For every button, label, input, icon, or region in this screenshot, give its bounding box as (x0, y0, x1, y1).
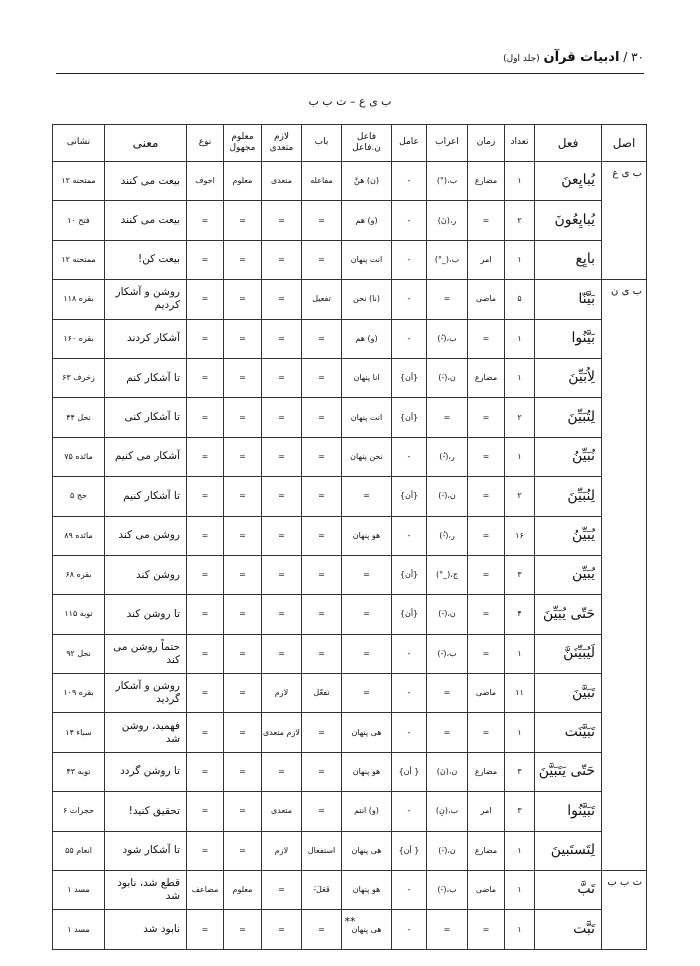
table-cell: مضاعف (187, 871, 224, 910)
table-cell: = (262, 398, 302, 437)
table-cell: ۲ (505, 477, 535, 516)
table-cell: = (302, 358, 342, 397)
table-cell: {أن} (392, 555, 427, 594)
column-header: زمان (468, 125, 505, 162)
table-cell: = (302, 595, 342, 634)
table-cell: (نا) نحن (342, 280, 392, 319)
table-cell: ن،(-َ) (427, 595, 468, 634)
table-cell: فتح ۱۰ (53, 201, 105, 240)
table-cell: تَبَیَّنُوا (535, 792, 602, 831)
table-cell: انعام ۵۵ (53, 831, 105, 870)
table-cell: بیعت می کنند (105, 162, 187, 201)
table-cell: مائده ۷۵ (53, 437, 105, 476)
table-row (53, 634, 647, 673)
table-cell: = (262, 319, 302, 358)
table-row (53, 752, 647, 791)
table-cell: ۱ (505, 910, 535, 949)
table-row (53, 319, 647, 358)
table-cell: ر،(نَ) (427, 201, 468, 240)
table-cell: = (342, 477, 392, 516)
table-cell: متعدی (262, 162, 302, 201)
table-cell: ۱۱ (505, 674, 535, 713)
table-cell: = (187, 516, 224, 555)
table-cell: ۱ (505, 319, 535, 358)
table-cell: معلوم (224, 162, 262, 201)
header-rule (56, 73, 644, 74)
table-cell: ۵ (505, 280, 535, 319)
table-cell: انت پنهان (342, 398, 392, 437)
running-header (503, 50, 644, 65)
table-cell: - (392, 713, 427, 752)
table-cell: (و) هم (342, 319, 392, 358)
table-cell: روشن می کند (105, 516, 187, 555)
table-cell: بقره ۱۰۹ (53, 674, 105, 713)
table-cell: = (187, 713, 224, 752)
table-cell: = (302, 398, 342, 437)
table-cell: ۱ (505, 831, 535, 870)
table-cell: = (302, 910, 342, 949)
column-header: عامل (392, 125, 427, 162)
table-cell: - (392, 162, 427, 201)
table-cell: ج،(_°) (427, 555, 468, 594)
table-cell: تَبَّ (535, 871, 602, 910)
table-cell: - (392, 634, 427, 673)
table-row (53, 792, 647, 831)
table-cell: لازم (262, 674, 302, 713)
table-cell: = (224, 595, 262, 634)
table-cell: - (392, 792, 427, 831)
table-cell: هی پنهان (342, 910, 392, 949)
table-cell: = (302, 634, 342, 673)
table-cell: مضارع (468, 162, 505, 201)
table-cell: - (392, 240, 427, 279)
table-cell: = (427, 398, 468, 437)
table-cell: = (262, 634, 302, 673)
table-cell: = (187, 752, 224, 791)
table-cell: = (302, 752, 342, 791)
table-cell: = (262, 910, 302, 949)
table-cell: ب،(-َ) (427, 634, 468, 673)
table-cell: = (262, 240, 302, 279)
volume-label: (جلد اول) (503, 54, 540, 64)
table-cell: ۱ (505, 713, 535, 752)
table-cell: یُبَیِّن (535, 555, 602, 594)
verb-table (52, 124, 647, 950)
book-title: ادبیات قرآن (543, 50, 620, 65)
table-cell: بقره ۱۶۰ (53, 319, 105, 358)
table-cell: یُبایِعنَ (535, 162, 602, 201)
table-row (53, 713, 647, 752)
table-cell: بیعت می کنند (105, 201, 187, 240)
table-cell: = (262, 477, 302, 516)
table-row (53, 358, 647, 397)
table-cell: تا آشکار کنی (105, 398, 187, 437)
table-cell: - (392, 516, 427, 555)
column-header: فاعل ن.فاعل (342, 125, 392, 162)
table-cell: ۱ (505, 871, 535, 910)
table-cell: فهمید، روشن شد (105, 713, 187, 752)
table-row (53, 162, 647, 201)
table-cell: بَیَّنّا (535, 280, 602, 319)
table-cell: = (302, 240, 342, 279)
table-cell: = (187, 201, 224, 240)
table-cell: - (392, 871, 427, 910)
table-cell: = (224, 752, 262, 791)
table-cell: = (224, 358, 262, 397)
column-header: معلوم مجهول (224, 125, 262, 162)
table-row (53, 398, 647, 437)
table-cell: نحل ۴۴ (53, 398, 105, 437)
table-cell: تا روشن کند (105, 595, 187, 634)
table-cell: تا آشکار شود (105, 831, 187, 870)
table-cell: لازم (262, 831, 302, 870)
table-cell: = (187, 595, 224, 634)
table-cell: یُبایِعُونَ (535, 201, 602, 240)
table-cell: = (262, 280, 302, 319)
table-cell: = (468, 555, 505, 594)
root-cell: ب ی ن (602, 280, 647, 871)
table-cell: - (392, 437, 427, 476)
table-cell: ممتحنه ۱۲ (53, 240, 105, 279)
column-header: اصل (602, 125, 647, 162)
table-cell: تفعیل (302, 280, 342, 319)
table-cell: ماضی (468, 280, 505, 319)
table-cell: هو پنهان (342, 871, 392, 910)
table-cell: = (187, 437, 224, 476)
table-cell: = (302, 555, 342, 594)
table-cell: ۱ (505, 358, 535, 397)
table-cell: = (342, 555, 392, 594)
table-cell: آشکار کردند (105, 319, 187, 358)
table-cell: ماضی (468, 871, 505, 910)
table-cell: ۳ (505, 555, 535, 594)
table-cell: تفعّل (302, 674, 342, 713)
table-row (53, 240, 647, 279)
table-cell: = (468, 437, 505, 476)
table-cell: = (468, 713, 505, 752)
table-cell: ۴ (505, 595, 535, 634)
table-cell: = (262, 871, 302, 910)
table-cell: = (224, 516, 262, 555)
table-cell: ن،(-َ) (427, 358, 468, 397)
table-cell: متعدی (262, 792, 302, 831)
table-row (53, 831, 647, 870)
table-cell: مضارع (468, 831, 505, 870)
table-cell: قطع شد، نابود شد (105, 871, 187, 910)
table-cell: = (224, 477, 262, 516)
table-cell: تَبَّت (535, 910, 602, 949)
table-cell: {أن} (392, 358, 427, 397)
table-cell: (ن) هنَّ (342, 162, 392, 201)
table-cell: = (224, 910, 262, 949)
table-cell: ۱ (505, 162, 535, 201)
table-cell: = (468, 398, 505, 437)
table-cell: = (187, 910, 224, 949)
table-cell: (و) هم (342, 201, 392, 240)
table-cell: - (392, 201, 427, 240)
table-row (53, 674, 647, 713)
table-cell: نابود شد (105, 910, 187, 949)
table-cell: تا آشکار کنم (105, 358, 187, 397)
table-cell: = (224, 319, 262, 358)
table-cell: ر،(-ُ) (427, 437, 468, 476)
table-cell: = (262, 752, 302, 791)
table-cell: = (302, 437, 342, 476)
table-cell: ممتحنه ۱۲ (53, 162, 105, 201)
table-cell: = (224, 280, 262, 319)
table-cell: تا روشن گردد (105, 752, 187, 791)
table-cell: = (187, 674, 224, 713)
table-cell: = (302, 319, 342, 358)
table-cell: حتماً روشن می کند (105, 634, 187, 673)
table-cell: = (187, 634, 224, 673)
table-cell: = (468, 201, 505, 240)
table-cell: ب،(-ُ) (427, 319, 468, 358)
table-cell: ب،(_°) (427, 240, 468, 279)
table-cell: = (224, 634, 262, 673)
table-cell: مسد ۱ (53, 910, 105, 949)
table-cell: اجوف (187, 162, 224, 201)
table-cell: حَتّی یَتَبَیَّنَ (535, 752, 602, 791)
table-cell: نحن پنهان (342, 437, 392, 476)
table-cell: { أن} (392, 831, 427, 870)
table-cell: توبه ۴۳ (53, 752, 105, 791)
table-cell: = (468, 634, 505, 673)
table-cell: ن،(-َ) (427, 477, 468, 516)
column-header: تعداد (505, 125, 535, 162)
table-cell: بیعت کن! (105, 240, 187, 279)
table-cell: = (187, 792, 224, 831)
table-cell: مائده ۸۹ (53, 516, 105, 555)
table-cell: = (224, 437, 262, 476)
table-cell: ۱۶ (505, 516, 535, 555)
footer-mark: ** (344, 915, 356, 928)
table-cell: یُبَیِّنُ (535, 516, 602, 555)
table-cell: لَیُبَیِّنَنَّ (535, 634, 602, 673)
table-cell: هی پنهان (342, 831, 392, 870)
table-cell: ۳ (505, 792, 535, 831)
table-row (53, 201, 647, 240)
table-cell: = (302, 477, 342, 516)
table-cell: = (187, 398, 224, 437)
table-cell: = (187, 477, 224, 516)
table-cell: مفاعله (302, 162, 342, 201)
table-cell: مضارع (468, 752, 505, 791)
table-cell: امر (468, 240, 505, 279)
table-cell: = (342, 595, 392, 634)
table-cell: = (262, 516, 302, 555)
table-cell: ۲ (505, 398, 535, 437)
table-cell: روشن و آشکار گردید (105, 674, 187, 713)
table-cell: ۱ (505, 437, 535, 476)
table-cell: ر،(-ُ) (427, 516, 468, 555)
table-cell: لِنُبَیِّنَ (535, 477, 602, 516)
table-cell: - (392, 280, 427, 319)
table-cell: = (224, 398, 262, 437)
table-cell: بَیَّنُوا (535, 319, 602, 358)
table-cell: = (224, 713, 262, 752)
table-cell: = (224, 240, 262, 279)
table-cell: ۱ (505, 634, 535, 673)
column-header: نوع (187, 125, 224, 162)
table-cell: = (302, 792, 342, 831)
table-cell: = (224, 792, 262, 831)
table-cell: = (468, 477, 505, 516)
table-cell: مضارع (468, 358, 505, 397)
table-cell: آشکار می کنیم (105, 437, 187, 476)
table-cell: - (392, 319, 427, 358)
table-cell: ن،(-َ) (427, 831, 468, 870)
table-cell: فَعَلَ-َ (302, 871, 342, 910)
table-row (53, 555, 647, 594)
table-cell: ۳ (505, 752, 535, 791)
table-cell: = (187, 240, 224, 279)
table-cell: حج ۵ (53, 477, 105, 516)
table-cell: توبه ۱۱۵ (53, 595, 105, 634)
table-cell: ۲ (505, 201, 535, 240)
table-cell: = (262, 555, 302, 594)
table-cell: = (262, 595, 302, 634)
table-cell: زخرف ۶۳ (53, 358, 105, 397)
table-cell: هی پنهان (342, 713, 392, 752)
table-row (53, 477, 647, 516)
table-cell: تَبَیَّنَ (535, 674, 602, 713)
table-cell: استفعال (302, 831, 342, 870)
table-cell: نحل ۹۲ (53, 634, 105, 673)
table-header-row (53, 125, 647, 162)
table-cell: = (427, 280, 468, 319)
table-cell: ب،(°) (427, 162, 468, 201)
table-cell: = (262, 358, 302, 397)
table-cell: = (187, 831, 224, 870)
table-cell: ب،(نِ) (427, 792, 468, 831)
table-cell: = (262, 201, 302, 240)
table-cell: مسد ۱ (53, 871, 105, 910)
table-row (53, 516, 647, 555)
page-number: ۳۰ / (623, 50, 644, 64)
table-cell: (و) انتم (342, 792, 392, 831)
table-cell: = (468, 516, 505, 555)
table-cell: ۱ (505, 240, 535, 279)
table-cell: تحقیق کنید! (105, 792, 187, 831)
column-header: فعل (535, 125, 602, 162)
table-cell: = (468, 319, 505, 358)
table-cell: امر (468, 792, 505, 831)
table-cell: = (224, 555, 262, 594)
table-cell: حَتّی یُبَیِّنَ (535, 595, 602, 634)
table-cell: روشن کند (105, 555, 187, 594)
table-cell: لِاُبَیِّنَ (535, 358, 602, 397)
table-cell: نُبَیِّنُ (535, 437, 602, 476)
table-cell: ماضی (468, 674, 505, 713)
column-header: اعراب (427, 125, 468, 162)
column-header: نشانی (53, 125, 105, 162)
table-row (53, 280, 647, 319)
table-row (53, 595, 647, 634)
table-cell: = (187, 280, 224, 319)
table-cell: = (302, 516, 342, 555)
table-cell: سباء ۱۴ (53, 713, 105, 752)
table-row (53, 871, 647, 910)
table-cell: - (392, 674, 427, 713)
table-cell: انت پنهان (342, 240, 392, 279)
table-cell: = (224, 674, 262, 713)
table-cell: روشن و آشکار کردیم (105, 280, 187, 319)
table-cell: بقره ۱۱۸ (53, 280, 105, 319)
table-cell: {أن} (392, 398, 427, 437)
table-cell: = (342, 674, 392, 713)
table-cell: ن،(نَ) (427, 752, 468, 791)
table-cell: = (224, 201, 262, 240)
table-cell: = (224, 831, 262, 870)
table-cell: بایِع (535, 240, 602, 279)
table-cell: = (262, 437, 302, 476)
table-cell: = (468, 910, 505, 949)
table-cell: { أن} (392, 752, 427, 791)
column-header: معنی (105, 125, 187, 162)
table-cell: = (468, 595, 505, 634)
table-cell: = (187, 319, 224, 358)
table-cell: = (427, 674, 468, 713)
table-cell: {أن} (392, 477, 427, 516)
section-subtitle: ب ی ع – ت ب ب (308, 95, 392, 108)
table-cell: = (302, 713, 342, 752)
table-cell: - (392, 910, 427, 949)
table-cell: هو پنهان (342, 752, 392, 791)
root-cell: ت ب ب (602, 871, 647, 950)
table-cell: ب،(-َ) (427, 871, 468, 910)
table-cell: = (187, 555, 224, 594)
column-header: لازم متعدی (262, 125, 302, 162)
table-cell: تَبَیَّنَت (535, 713, 602, 752)
table-cell: = (342, 634, 392, 673)
table-cell: هو پنهان (342, 516, 392, 555)
table-cell: = (427, 713, 468, 752)
table-row (53, 437, 647, 476)
table-cell: = (302, 201, 342, 240)
table-cell: {أن} (392, 595, 427, 634)
table-cell: لِتَستَبینَ (535, 831, 602, 870)
table-cell: لِتُبَیِّنَ (535, 398, 602, 437)
table-cell: لازم متعدی (262, 713, 302, 752)
table-cell: تا آشکار کنیم (105, 477, 187, 516)
table-cell: بقره ۶۸ (53, 555, 105, 594)
table-cell: حجرات ۶ (53, 792, 105, 831)
column-header: باب (302, 125, 342, 162)
table-cell: = (187, 358, 224, 397)
table-cell: انا پنهان (342, 358, 392, 397)
table-cell: = (427, 910, 468, 949)
root-cell: ب ی ع (602, 162, 647, 280)
table-cell: معلوم (224, 871, 262, 910)
